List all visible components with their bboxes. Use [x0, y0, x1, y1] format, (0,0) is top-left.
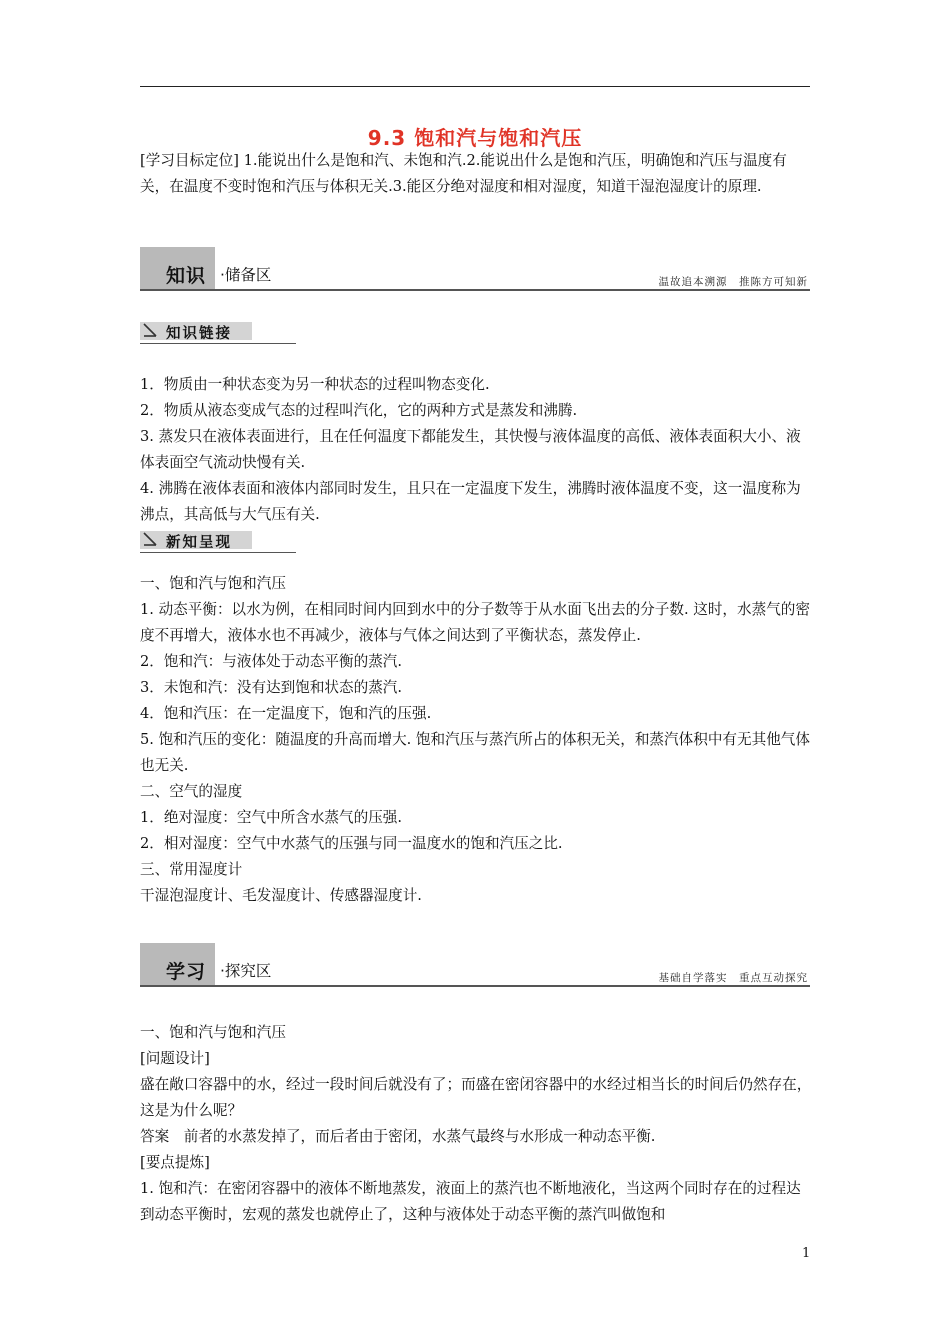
banner-motto: 温故追本溯源 推陈方可知新	[658, 276, 808, 288]
section-banner-explore	[140, 943, 810, 987]
list-item: 3. 蒸发只在液体表面进行，且在任何温度下都能发生，其快慢与液体温度的高低、液体表面积大小、液体表面空气流动快慢有关.	[140, 428, 801, 471]
list-item: 盛在敞口容器中的水，经过一段时间后就没有了；而盛在密闭容器中的水经过相当长的时间后仍然存在，这是为什么呢？	[140, 1076, 812, 1119]
list-item: [问题设计]	[140, 1050, 210, 1067]
subheading-knowledge-link	[140, 322, 296, 344]
list-item: 一、饱和汽与饱和汽压	[140, 1024, 286, 1041]
banner-subtitle: ·探究区	[220, 962, 272, 980]
banner-subtitle: ·储备区	[220, 266, 272, 284]
list-item: 2．相对湿度：空气中水蒸气的压强与同一温度水的饱和汽压之比.	[140, 835, 563, 852]
page-title: 9.3 饱和汽与饱和汽压	[367, 126, 583, 150]
banner-title: 学习	[166, 961, 207, 983]
list-item: 1．物质由一种状态变为另一种状态的过程叫物态变化.	[140, 376, 490, 393]
objective-text: [学习目标定位] 1.能说出什么是饱和汽、未饱和汽.2.能说出什么是饱和汽压，明确饱和汽压与温度有关，在温度不变时饱和汽压与体积无关.3.能区分绝对湿度和相对湿度，知道干湿泡湿度计的原理.	[140, 152, 787, 195]
list-item: 3．未饱和汽：没有达到饱和状态的蒸汽.	[140, 679, 403, 696]
list-item: 干湿泡湿度计、毛发湿度计、传感器湿度计.	[140, 887, 422, 904]
list-item: 二、空气的湿度	[140, 783, 243, 800]
list-item: 4．饱和汽压：在一定温度下，饱和汽的压强.	[140, 705, 432, 722]
list-item: 2．物质从液态变成气态的过程叫汽化，它的两种方式是蒸发和沸腾.	[140, 402, 578, 419]
list-item: 1. 动态平衡：以水为例，在相同时间内回到水中的分子数等于从水面飞出去的分子数. 这时，水蒸气的密度不再增大，液体水也不再减少，液体与气体之间达到了平衡状态，蒸发停止.	[140, 601, 810, 644]
corner-arrow-icon	[143, 323, 157, 337]
list-item: 1. 饱和汽：在密闭容器中的液体不断地蒸发，液面上的蒸汽也不断地液化，当这两个同时存在的过程达到动态平衡时，宏观的蒸发也就停止了，这种与液体处于动态平衡的蒸汽叫做饱和	[140, 1180, 801, 1223]
subheading-label: 新知呈现	[166, 535, 232, 551]
list-item: 三、常用湿度计	[140, 861, 243, 878]
list-item: 答案 前者的水蒸发掉了，而后者由于密闭，水蒸气最终与水形成一种动态平衡.	[140, 1128, 656, 1145]
learning-objective	[140, 148, 812, 200]
banner-motto: 基础自学落实 重点互动探究	[658, 972, 808, 984]
knowledge-links	[140, 372, 812, 528]
header-rule	[140, 86, 810, 87]
list-item: 5. 饱和汽压的变化：随温度的升高而增大. 饱和汽压与蒸汽所占的体积无关，和蒸汽体积中有无其他气体也无关.	[140, 731, 810, 774]
banner-rule	[140, 289, 810, 291]
page-number: 1	[802, 1246, 811, 1261]
banner-rule	[140, 985, 810, 987]
explore-content	[140, 1020, 812, 1228]
section-banner-knowledge	[140, 247, 810, 291]
list-item: [要点提炼]	[140, 1154, 210, 1171]
list-item: 1．绝对湿度：空气中所含水蒸气的压强.	[140, 809, 403, 826]
subheading-rule	[140, 552, 296, 553]
banner-title: 知识	[166, 265, 207, 287]
subheading-label: 知识链接	[166, 326, 232, 342]
corner-arrow-icon	[143, 532, 157, 546]
list-item: 2．饱和汽：与液体处于动态平衡的蒸汽.	[140, 653, 403, 670]
new-knowledge	[140, 571, 812, 909]
subheading-new-knowledge	[140, 531, 296, 553]
subheading-rule	[140, 343, 296, 344]
list-item: 一、饱和汽与饱和汽压	[140, 575, 286, 592]
list-item: 4. 沸腾在液体表面和液体内部同时发生，且只在一定温度下发生，沸腾时液体温度不变，这一温度称为沸点，其高低与大气压有关.	[140, 480, 801, 523]
